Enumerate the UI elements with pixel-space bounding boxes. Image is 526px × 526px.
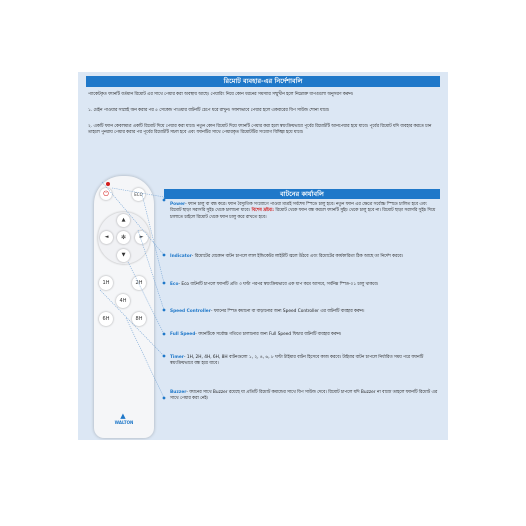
walton-logo-text: WALTON [114, 420, 134, 425]
buzzer-description [170, 390, 438, 403]
power-text: - ফ্যান চালু বা বন্ধ করে। ফ্যান বৈদ্যুতিক সংযোগে পাওয়া মাত্রই সর্বশেষ স্পিডে চালু হবে। নতুন ফ্যান এর ক্ষেত্রে সর্বোচ্চ স্পিডে চালিত হবে এবং রিমোট ছাড়া সরাসরি সুইচ থেকে চালানো যাবে। [170, 202, 427, 214]
instructions-title: রিমোট ব্যবহার-এর নির্দেশাবলি [86, 76, 440, 87]
indicator-label: Indicator [170, 254, 192, 259]
indicator-description [170, 254, 438, 260]
power-description [170, 202, 438, 221]
full-speed-text: - ফ্যানটিকে সর্বোচ্চ গতিতে চালানোর জন্য Full Speed ফিচার বাটনটি ব্যবহার করুন। [195, 332, 342, 337]
power-button-icon: ⏻ [100, 188, 112, 200]
remote-illustration [94, 176, 154, 438]
full-speed-icon: ▼ [117, 249, 130, 262]
full-speed-description [170, 332, 438, 338]
timer-2h-button: 2H [132, 276, 146, 290]
buttons-section-title: বাটনের কার্যাবলি [164, 189, 440, 199]
eco-button: ECO [132, 188, 145, 201]
timer-label: Timer [170, 355, 184, 360]
eco-text: - Eco বাটনটি চাপলে ফ্যানটি প্রতি ৩ ঘণ্টা পরপর স্বয়ংক্রিয়ভাবে এক ধাপ কমে আসবে, সর্বনিম্ন স্পিড-০১ চালু থাকবে। [178, 282, 379, 287]
speed-up-icon: ▲ [117, 214, 130, 227]
timer-description [170, 355, 438, 368]
special-note-label: বিশেষ দ্রষ্টব্য: [251, 208, 275, 214]
speed-controller-dial [98, 212, 150, 264]
buzzer-text: - ফ্যানের সাথে Buzzer রয়েছে যা প্রতিটি রিমোট কমান্ডের সাথে বিপ সাউন্ড দেবে। রিমোট চাপলে যদি Buzzer না বাজে তাহলে ফ্যানটি রিমোট এর সাথে পেয়ার করা নেই। [170, 390, 438, 402]
timer-4h-button: 4H [116, 294, 130, 308]
indicator-led-icon [106, 182, 110, 186]
speed-down-icon: ◄ [100, 231, 113, 244]
speed-controller-text: - ফ্যানের স্পিড কমানো বা বাড়ানোর জন্য Speed Controller এর বাটনটি ব্যবহার করুন। [210, 309, 365, 314]
timer-8h-button: 8H [132, 312, 146, 326]
speed-controller-description [170, 309, 438, 315]
speed-controller-label: Speed Controller [170, 309, 211, 314]
eco-description [170, 282, 438, 288]
full-speed-label: Full Speed [170, 332, 196, 337]
timer-6h-button: 6H [99, 312, 113, 326]
timer-text: - 1H, 2H, 4H, 6H, 8H বাটনগুলো ১, ২, ৪, ৬, ৮ ঘণ্টা টাইমার বাটন হিসেবে কাজ করবে। টাইমার বাটন চাপলে নির্ধারিত সময় পরে ফ্যানটি স্বয়ংক্রিয়ভাবে বন্ধ হয়ে যাবে। [170, 355, 424, 367]
instructions-step-2: ২. একটি ফ্যান কেবলমাত্র একটি রিমোট দিয়ে পেয়ার করা যাবে। নতুন কোন রিমোট দিয়ে ফ্যানটি পেয়ার করা হলে স্বয়ংক্রিয়ভাবে পূর্বের রিমোটটি আনপেয়ার হয়ে যাবে। পূর্বের রিমোট যদি ব্যবহার করতে চান তাহলে পুনরায় পেয়ার করার পর পূর্বের রিমোটটি সচল হবে এবং ফ্যানটির সাথে পেয়ারকৃত রিমোটটির সংযোগ বিচ্ছিন্ন হয়ে যাবে। [88, 124, 432, 136]
indicator-text: - রিমোটের যেকোন বাটন চাপলে লাল ইন্ডিকেটর লাইটটি জ্বলে উঠবে এবং রিমোটের কার্যকারিতা ঠিক আছে তা নির্দেশ করবে। [191, 254, 404, 259]
walton-logo-icon: ▲ [120, 412, 126, 420]
instructions-step-1: ১. মেইন পাওয়ার সাপ্লাই অন করার পর ৫ সেকেন্ড পাওয়ার বাটনটি চেপে ধরে রাখুন। সফলভাবে পেয়ার হলে একবারের বিপ সাউন্ড শোনা যাবে। [88, 108, 330, 113]
instruction-card [78, 72, 448, 440]
instructions-intro: প্যাকেটকৃত ফ্যানটি বর্তমান রিমোট এর সাথে পেয়ার করা অবস্থায় আছে। পেয়ারিং নিয়ে কোন ধরনের সমস্যার সম্মুখীন হলে নিম্নোক্ত ধাপগুলো অনুসরণ করুন। [88, 92, 354, 97]
power-label: Power [170, 202, 186, 207]
special-note-text: রিমোট থেকে ফ্যান বন্ধ করলে ফ্যানটি সুইচ থেকে চালু হবে না। রিমোট ছাড়া সরাসরি সুইচ দিয়ে চালাতে চাইলে রিমোট থেকে ফ্যান চালু করে রাখতে হবে। [170, 208, 436, 220]
timer-1h-button: 1H [99, 276, 113, 290]
fan-icon: ✻ [117, 231, 130, 244]
buzzer-label: Buzzer [170, 390, 187, 395]
speed-right-icon: ► [135, 231, 148, 244]
eco-label: Eco [170, 282, 179, 287]
